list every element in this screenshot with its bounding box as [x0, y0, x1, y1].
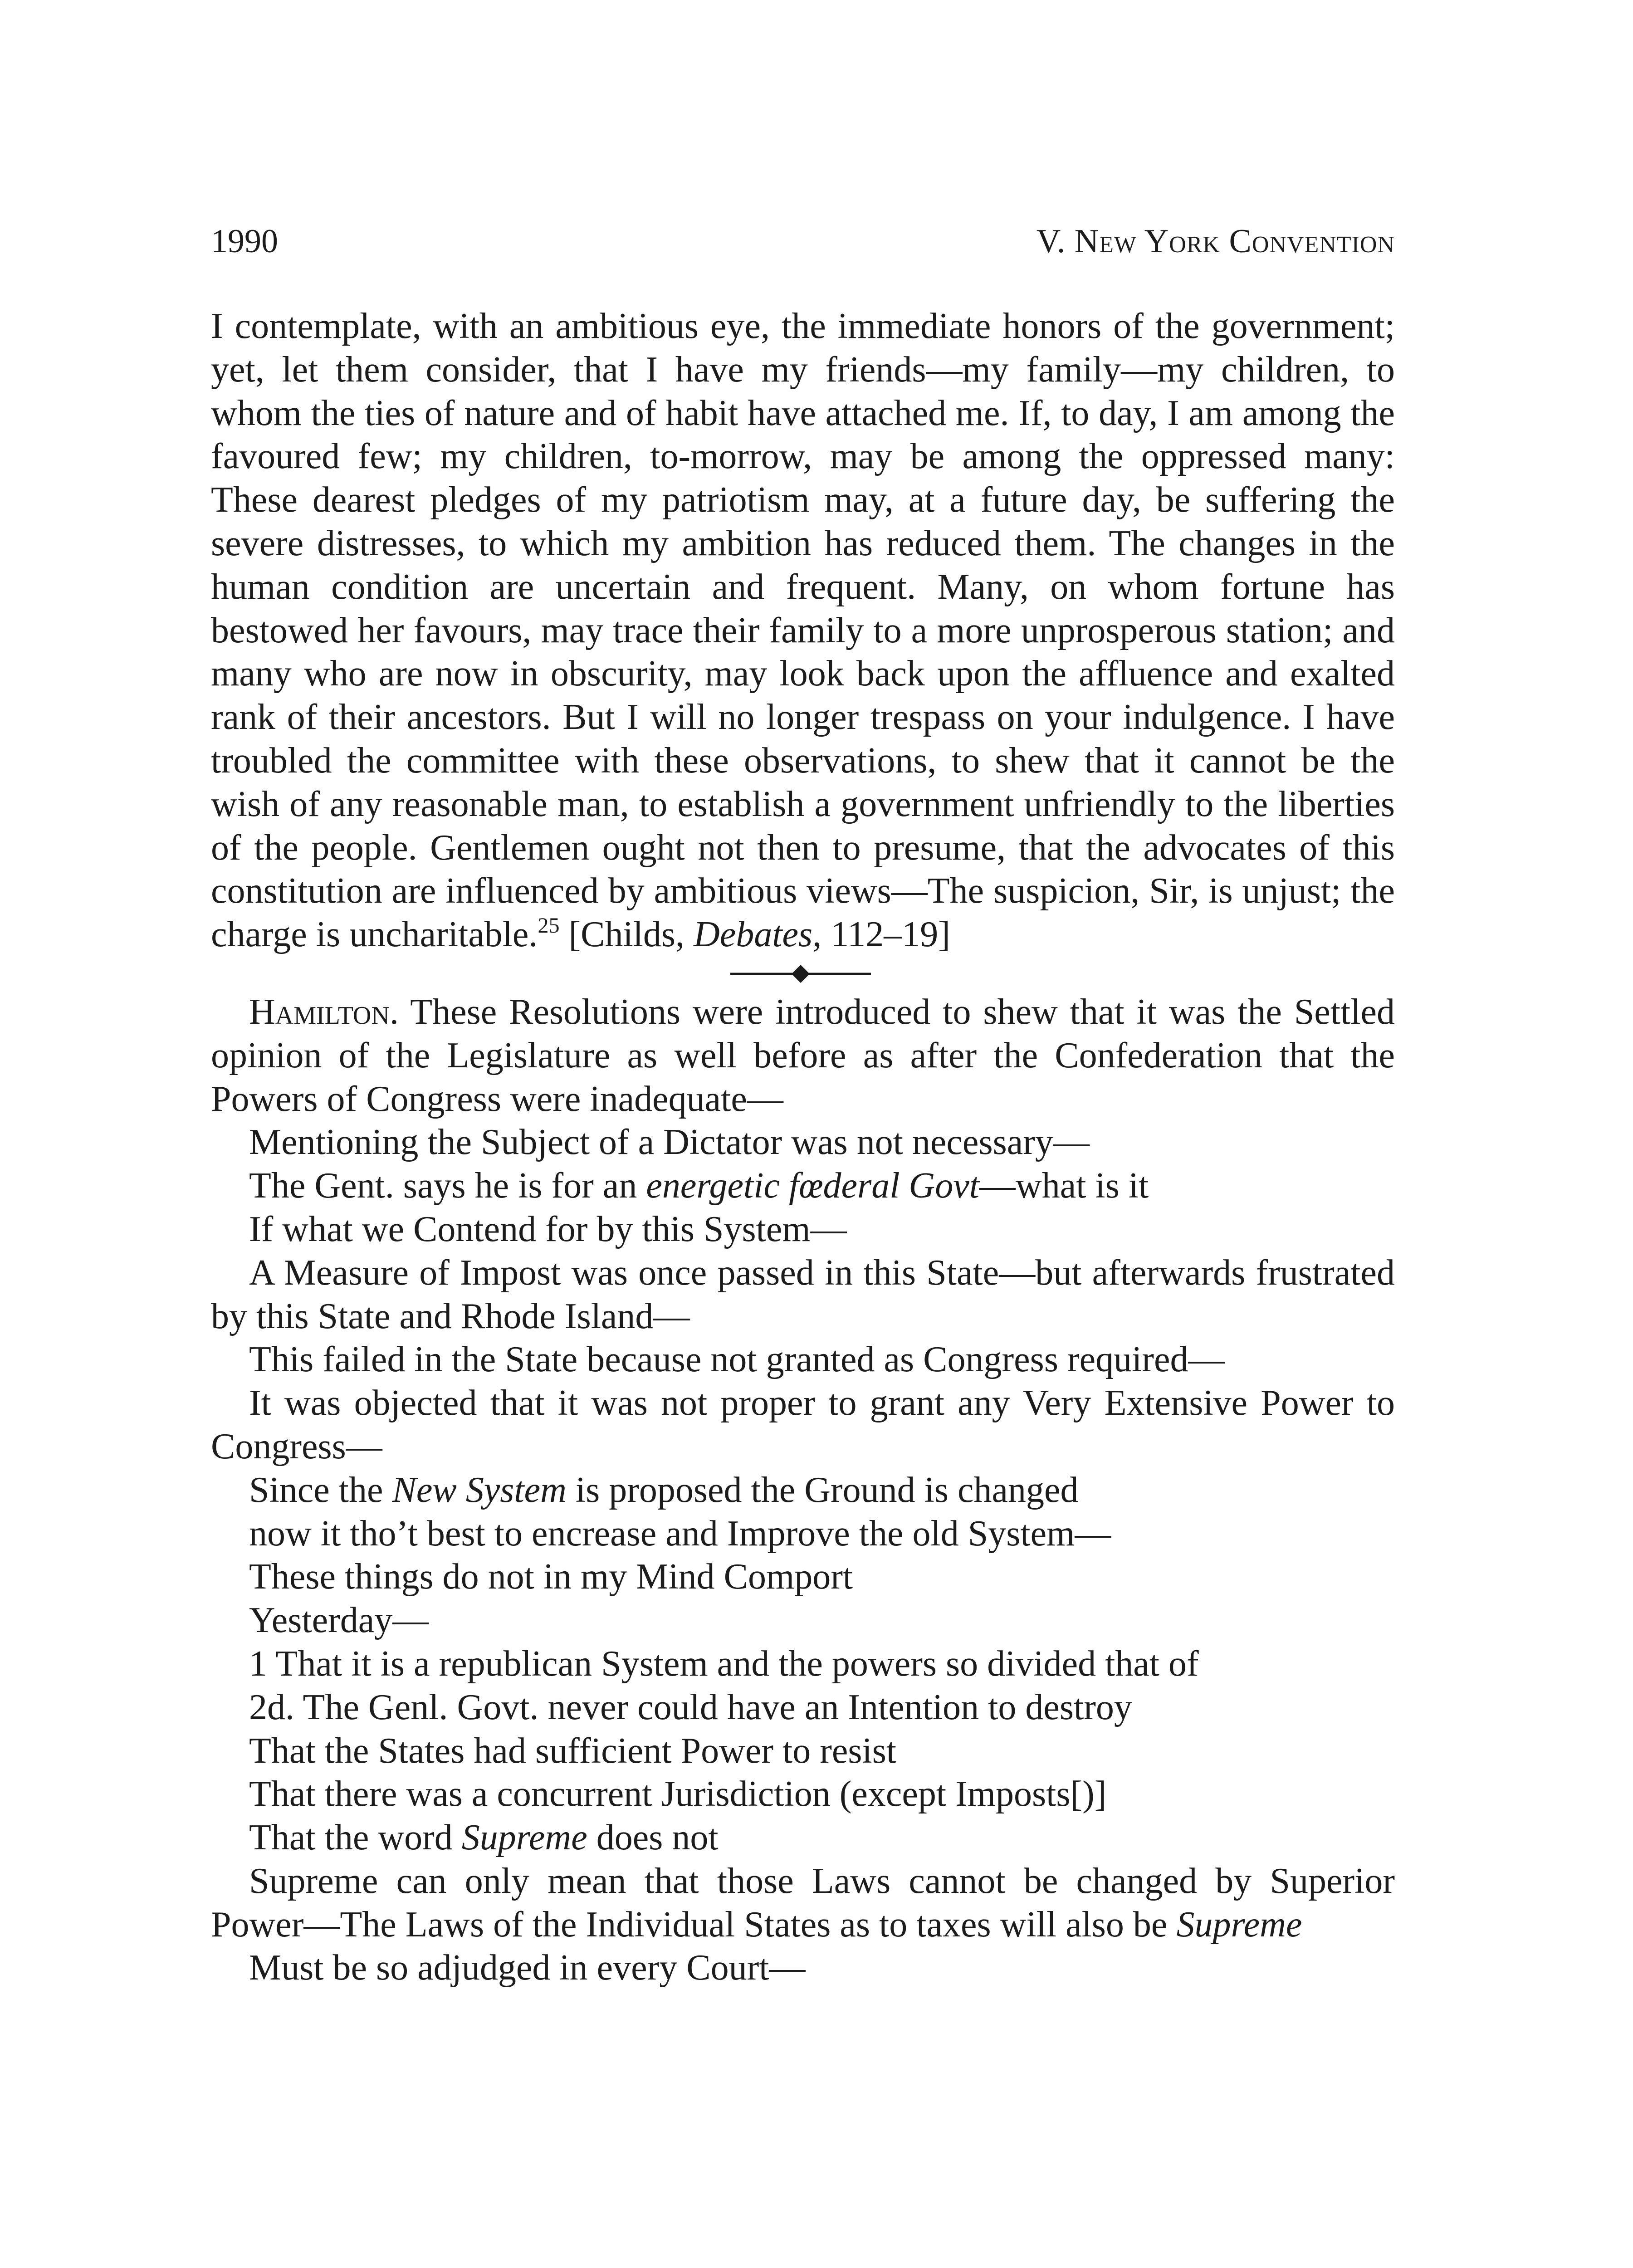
note-line: That the States had sufficient Power to resist: [249, 1730, 897, 1771]
note-line: now it tho’t best to encrease and Improve the old System—: [249, 1513, 1111, 1554]
paragraph-text: I contemplate, with an ambitious eye, the immediate honors of the government; yet, let them consider, that I have my friends—my family—my children, to whom the ties of nature and of habit have attached me. If, to day, I am among the favoured few; my children, to-morrow, may be among the oppressed many: These dearest pledges of my patriotism may, at a future day, be suffering the severe distresses, to which my ambition has reduced them. The changes in the human condition are uncertain and frequent. Many, on whom fortune has bestowed her favours, may trace their family to a more unprosperous station; and many who are now in obscurity, may look back upon the affluence and exalted rank of their ancestors. But I will no longer trespass on your indulgence. I have troubled the committee with these observations, to shew that it cannot be the wish of any reasonable man, to establish a government unfriendly to the liberties of the people. Gentlemen ought not then to presume, that the advocates of this constitution are influenced by ambitious views—The suspicion, Sir, is unjust; the charge is uncharitable.: [211, 306, 1395, 955]
paragraph-speech-conclusion: [211, 305, 1395, 957]
note-line: That the word Supreme does not: [249, 1818, 719, 1858]
note-line: These things do not in my Mind Comport: [249, 1557, 853, 1597]
citation-title: Debates: [694, 914, 813, 955]
paragraph-text: . These Resolutions were introduced to shew that it was the Settled opinion of the Legislature as well before as after the Confederation that the Powers of Congress were inadequate—: [211, 992, 1395, 1119]
emphasis: New System: [392, 1470, 567, 1510]
note-line: Since the New System is proposed the Ground is changed: [249, 1470, 1079, 1510]
note-line: This failed in the State because not granted as Congress required—: [249, 1339, 1225, 1380]
body-text: [211, 305, 1395, 1990]
speaker-name: Hamilton: [249, 992, 390, 1032]
note-line: Must be so adjudged in every Court—: [249, 1948, 806, 1988]
note-line: It was objected that it was not proper to grant any Very Extensive Power to Congress—: [211, 1383, 1395, 1466]
note-line: If what we Contend for by this System—: [249, 1209, 847, 1249]
emphasis: energetic fœderal Govt: [646, 1166, 979, 1206]
citation-close: , 112–19]: [812, 914, 950, 955]
note-line: Yesterday—: [249, 1600, 429, 1641]
note-line: Supreme can only mean that those Laws cannot be changed by Superior Power—The Laws of the Individual States as to taxes will also be Supreme: [211, 1861, 1395, 1945]
running-title: V. New York Convention: [1036, 223, 1395, 260]
footnote-reference: 25: [538, 914, 560, 938]
paragraph-hamilton-notes: [211, 991, 1395, 1121]
section-divider-ornament: [211, 957, 1395, 991]
citation-open: [Childs,: [559, 914, 694, 955]
emphasis: Supreme: [461, 1818, 587, 1858]
diamond-rule-icon: [730, 960, 871, 987]
note-line: The Gent. says he is for an energetic fœderal Govt—what is it: [249, 1166, 1149, 1206]
running-head: [211, 219, 1395, 264]
note-line: 2d. The Genl. Govt. never could have an Intention to destroy: [249, 1687, 1132, 1727]
note-line: A Measure of Impost was once passed in this State—but afterwards frustrated by this State and Rhode Island—: [211, 1252, 1395, 1336]
emphasis: Supreme: [1176, 1904, 1302, 1945]
note-line: Mentioning the Subject of a Dictator was not necessary—: [249, 1122, 1090, 1163]
page-number: 1990: [211, 223, 278, 260]
note-line: 1 That it is a republican System and the powers so divided that of: [249, 1643, 1199, 1684]
note-line: That there was a concurrent Jurisdiction (except Imposts[)]: [249, 1774, 1107, 1814]
